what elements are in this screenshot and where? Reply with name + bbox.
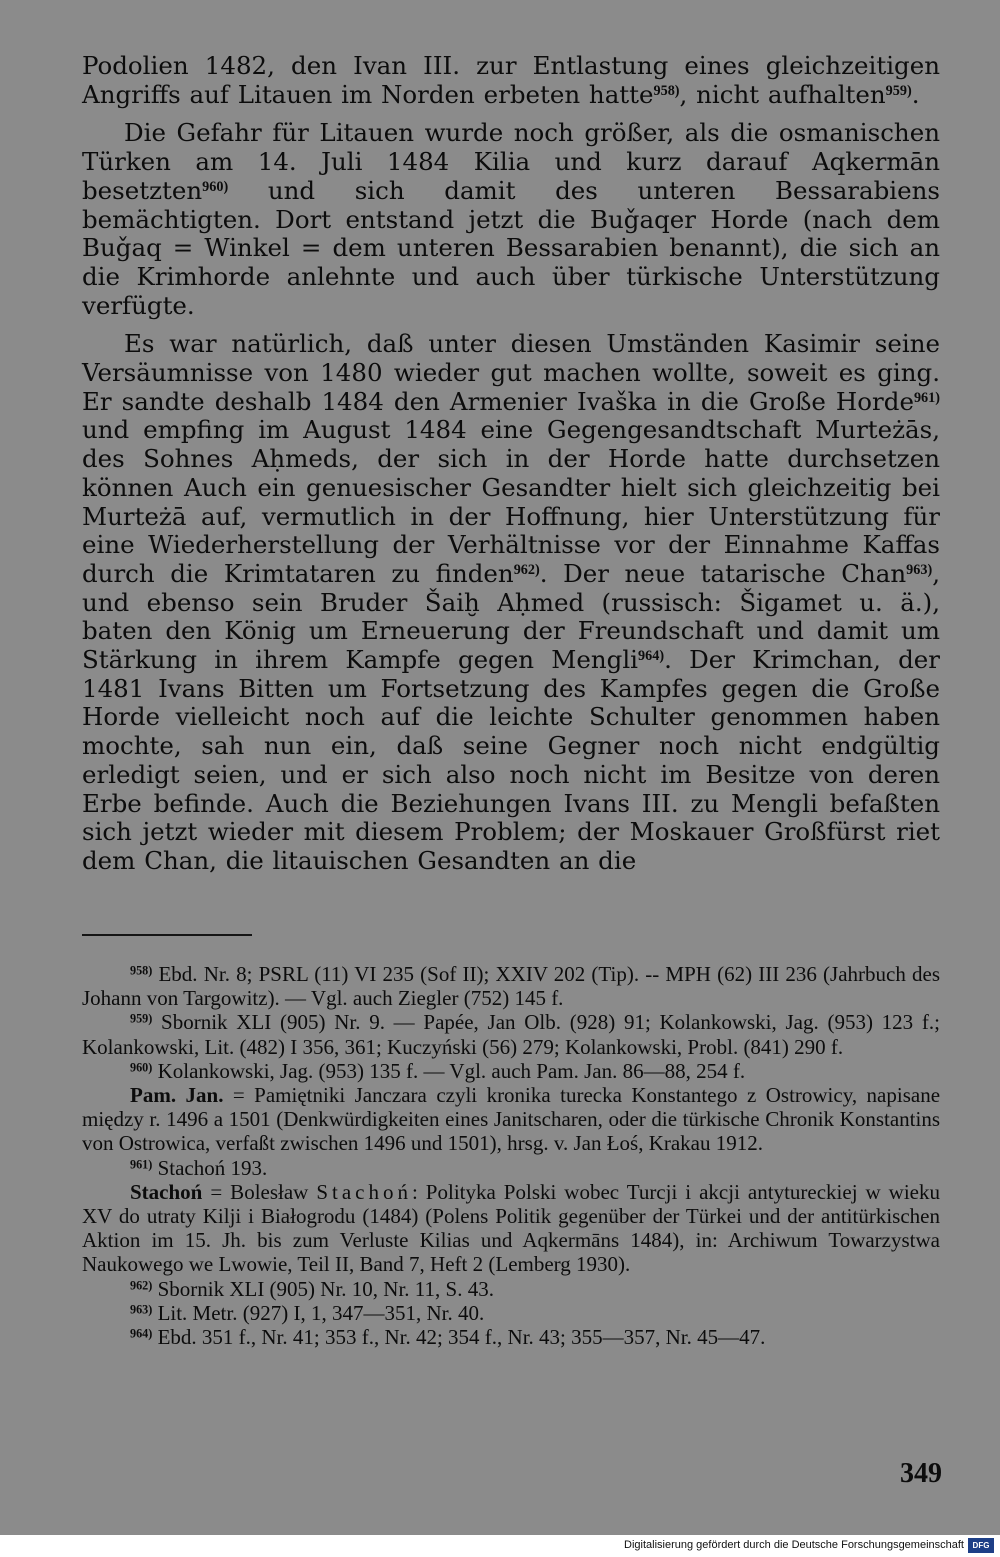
- footnote-ref: 963): [130, 1302, 153, 1317]
- dfg-logo-icon: DFG: [968, 1538, 994, 1553]
- footnote-term: Stachoń: [130, 1179, 203, 1204]
- main-text: [82, 52, 940, 886]
- body-paragraph: [82, 52, 940, 109]
- text-run: = Bolesław: [202, 1179, 317, 1204]
- text-run: = Pamiętniki Janczara czyli kronika turecka Konstantego z Ostrowicy, napisane między r. 1496 a 1501 (Denkwürdigkeiten eines Janitscharen, oder die türkische Chronik Konstantins von Ostrowica, verfaßt zwischen 1496 und 1501), hrsg. v. Jan Łoś, Krakau 1912.: [82, 1083, 941, 1156]
- footnote-ref: 960): [202, 179, 229, 195]
- text-run: Ebd. Nr. 8; PSRL (11) VI 235 (Sof II); XXIV 202 (Tip). -- MPH (62) III 236 (Jahrbuch des Johann von Targowitz). — Vgl. auch Ziegler (752) 145 f.: [82, 962, 940, 1011]
- text-run: . Der Krimchan, der 1481 Ivans Bitten um Fortsetzung des Kampfes gegen die Große Horde vielleicht noch auf die leichte Schulter genommen haben mochte, sah nun ein, daß seine Gegner noch nicht endgültig erledigt seien, und er sich also noch nicht im Besitze von deren Erbe befinde. Auch die Beziehungen Ivans III. zu Mengli befaßten sich jetzt wieder mit diesem Problem; der Moskauer Großfürst riet dem Chan, die litauischen Gesandten an die: [82, 645, 941, 875]
- footnote-term: Pam. Jan.: [130, 1083, 224, 1108]
- body-paragraph: [82, 330, 940, 875]
- credit-text: Digitalisierung gefördert durch die Deutsche Forschungsgemeinschaft: [624, 1539, 964, 1551]
- text-run: Kolankowski, Jag. (953) 135 f. — Vgl. auch Pam. Jan. 86—88, 254 f.: [152, 1058, 746, 1083]
- footnote-ref: 964): [638, 648, 665, 665]
- footnote-separator: [82, 934, 252, 936]
- text-run: und empfing im August 1484 eine Gegengesandtschaft Murteżās, des Sohnes Aḥmeds, der sich in der Horde hatte durchsetzen können Auch ein genuesischer Gesandter hielt sich gleichzeitig bei Murteżā auf, vermutlich in der Hoffnung, hier Unterstützung für eine Wiederherstellung der Verhältnisse vor der Einnahme Kaffas durch die Krimtataren zu finden: [82, 415, 940, 588]
- footnote-ref: 961): [130, 1156, 153, 1171]
- text-run: Podolien 1482, den Ivan III. zur Entlastung eines gleichzeitigen Angriffs auf Litauen im Norden erbeten hatte: [82, 51, 940, 109]
- digitization-credit-bar: [0, 1535, 1000, 1557]
- text-run: . Der neue tatarische Chan: [539, 558, 907, 588]
- footnote: [82, 1059, 940, 1083]
- text-run: und sich damit des unteren Bessarabiens bemächtigten. Dort entstand jetzt die Buǧaqer Horde (nach dem Buǧaq = Winkel = dem unteren Bessarabien benannt), die sich an die Krimhorde anlehnte und auch über türkische Unterstützung verfügte.: [82, 175, 940, 320]
- text-run: Stachoń 193.: [152, 1155, 268, 1180]
- footnote: [82, 962, 940, 1010]
- footnote: [82, 1277, 940, 1301]
- text-run: Es war natürlich, daß unter diesen Umständen Kasimir seine Versäumnisse von 1480 wieder gut machen wollte, soweit es ging. Er sandte deshalb 1484 den Armenier Ivaška in die Große Horde: [82, 329, 940, 416]
- page-number: 349: [900, 1458, 942, 1489]
- text-run: Sbornik XLI (905) Nr. 10, Nr. 11, S. 43.: [152, 1276, 494, 1301]
- footnote: [82, 1180, 940, 1277]
- text-run: : Polityka Polski wobec Turcji i akcji antytureckiej w wieku XV do utraty Kilji i Białogrodu (1484) (Polens Politik gegenüber der Türkei und der antitürkischen Aktion im 15. Jh. bis zum Verluste Kilias und Aqkermāns 1484), in: Archiwum Towarzystwa Naukowego we Lwowie, Teil II, Band 7, Heft 2 (Lemberg 1930).: [82, 1179, 940, 1277]
- footnote-ref: 964): [130, 1326, 153, 1341]
- text-run: Ebd. 351 f., Nr. 41; 353 f., Nr. 42; 354 f., Nr. 43; 355—357, Nr. 45—47.: [152, 1325, 766, 1350]
- footnote-ref: 959): [885, 82, 912, 99]
- spaced-name: Stachoń: [316, 1179, 412, 1204]
- text-run: , und ebenso sein Bruder Šaiḫ Aḥmed (russisch: Šigamet u. ä.), baten den König um Erneuerung der Freundschaft und damit um Stärkung in ihrem Kampfe gegen Mengli: [82, 558, 940, 675]
- footnote-ref: 960): [130, 1060, 153, 1075]
- text-run: Lit. Metr. (927) I, 1, 347—351, Nr. 40.: [152, 1300, 485, 1325]
- footnote-ref: 958): [130, 963, 153, 978]
- text-run: , nicht aufhalten: [679, 79, 886, 109]
- footnote: [82, 1010, 940, 1058]
- footnote-ref: 958): [653, 82, 680, 99]
- footnote-ref: 963): [906, 562, 933, 579]
- footnote: [82, 1325, 940, 1349]
- footnote-ref: 959): [130, 1011, 153, 1026]
- footnotes: [82, 962, 940, 1349]
- footnote: [82, 1156, 940, 1180]
- footnote: [82, 1301, 940, 1325]
- footnote-ref: 961): [913, 389, 940, 406]
- text-run: Sbornik XLI (905) Nr. 9. — Papée, Jan Olb. (928) 91; Kolankowski, Jag. (953) 123 f.; Kolankowski, Lit. (482) I 356, 361; Kuczyński (56) 279; Kolankowski, Probl. (841) 290 f.: [82, 1010, 940, 1059]
- footnote-ref: 962): [130, 1277, 153, 1292]
- text-run: .: [911, 79, 920, 109]
- text-run: Die Gefahr für Litauen wurde noch größer, als die osmanischen Türken am 14. Juli 1484 Kilia und kurz darauf Aqkermān besetzten: [82, 118, 940, 205]
- footnote-ref: 962): [513, 562, 540, 579]
- footnote: [82, 1083, 940, 1156]
- body-paragraph: [82, 119, 940, 320]
